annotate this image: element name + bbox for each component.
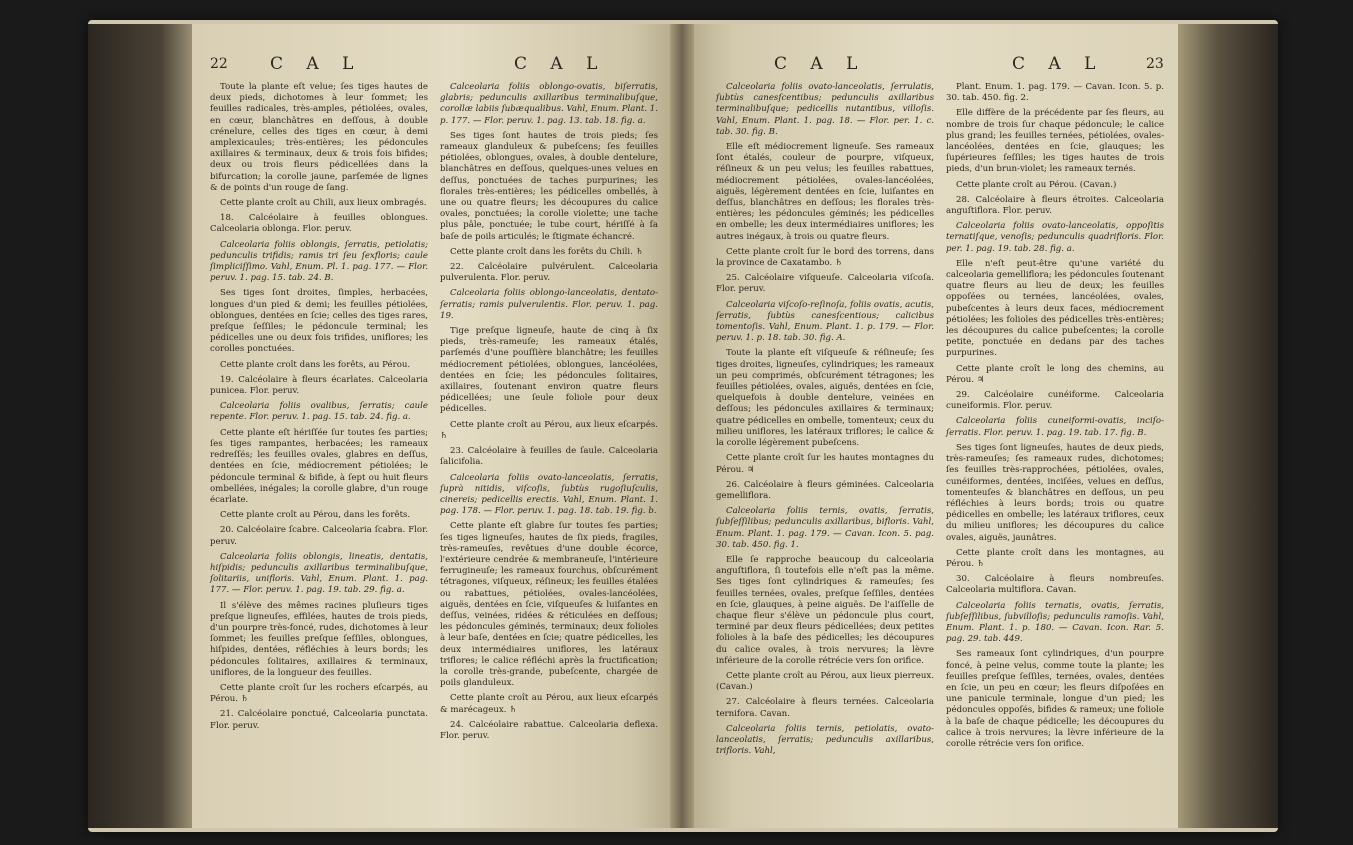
paragraph: 24. Calcéolaire rabattue. Calceolaria deflexa. Flor. peruv.	[440, 719, 658, 741]
paragraph: Toute la plante eſt velue; ſes tiges hautes de deux pieds, dichotomes à leur ſommet; les feuilles radicales, très-amples, pétiolées, ovales, en cœur, blanchâtres en deſſous, à double crénelure, celles des tiges en cœur, à demi amplexicaules; très-entières; les pédoncules axillaires & terminaux, deux & trois fois bifides; deux ou trois fleurs pédicellées dans la bifurcation; la corolle jaune, parſemée de lignes & de points d'un rouge de ſang.	[210, 82, 428, 193]
paragraph: Cette plante croît au Pérou, aux lieux eſcarpés. ♄	[440, 419, 658, 441]
paragraph: Cette plante croît le long des chemins, au Pérou. ♃	[946, 363, 1164, 385]
paragraph: Cette plante croît ſur les hautes montagnes du Pérou. ♃	[716, 453, 934, 475]
right-page	[694, 24, 1178, 828]
paragraph: Ses tiges ſont droites, ſimples, herbacées, longues d'un pied & demi; les feuilles pétiolées, oblongues, dentées en ſcie; celles des tiges rares, preſque ſeſſiles; le pédoncule terminal; les pédicelles une ou deux fois trifides, uniflores; les corolles ponctuées.	[210, 288, 428, 355]
left-column-2	[440, 82, 658, 746]
paragraph: Ses rameaux ſont cylindriques, d'un pourpre foncé, à peine velus, comme toute la plante; les feuilles preſque ſeſſiles, ternées, ovales, dentées en ſcie, un peu en cœur; les fleurs diſpoſées en une panicule terminale, longue d'un pied; les pédoncules oppoſés, bifides & rameux; une foliole à la baſe de chaque pédicelle; les découpures du calice à trois nervures; la lèvre inférieure de la corolle rétrécie vers ſon orifice.	[946, 649, 1164, 749]
paragraph: 22. Calcéolaire pulvérulent. Calceolaria pulverulenta. Flor. peruv.	[440, 262, 658, 284]
paragraph: Calceolaria foliis cuneiformi-ovatis, inciſo-ſerratis. Flor. peruv. 1. pag. 19. tab. 17. fig. B.	[946, 416, 1164, 438]
left-page-edges	[88, 24, 192, 828]
paragraph: Cette plante croît au Chili, aux lieux ombragés.	[220, 198, 427, 209]
paragraph: 29. Calcéolaire cunéiforme. Calceolaria cuneiformis. Flor. peruv.	[946, 390, 1164, 412]
paragraph: Cette plante eſt glabre ſur toutes ſes parties; ſes tiges ligneuſes, hautes de ſix pieds, fragiles, très-rameuſes, revêtues d'une double écorce, l'extérieure cendrée & membraneuſe, l'intérieure ferrugineuſe; les rameaux fourchus, obſcurément tétragones, viſqueux, réſineux; les feuilles étalées ou rabattues, pétiolées, ovales-lancéolées, aiguës, dentées en ſcie, viſqueuſes & luiſantes en deſſus, veinées, ridées & réticulées en deſſous; les pédoncules géminés, terminaux; deux folioles à leur baſe, dentées en ſcie; quatre pédicelles, les deux intermédiaires uniflores, les latéraux triflores; le calice réfléchi après la fructification; la corolle très-grande, pubeſcente, chargée de poils glanduleux.	[440, 521, 658, 689]
paragraph: Cette plante croît au Pérou. (Cavan.)	[956, 179, 1117, 190]
paragraph: Calceolaria foliis oblongis, ſerratis, petiolatis; pedunculis trifidis; ramis tri ſeu ſexfloris; caule ſimpliciſſimo. Vahl, Enum. Pl. 1. pag. 177. — Flor. peruv. 1. pag. 15. tab. 24. B.	[210, 239, 428, 284]
paragraph: Calceolaria foliis ternatis, ovatis, ſerratis, ſubſeſſilibus, ſubvilloſis; pedunculis ramoſis. Vahl, Enum. Plant. 1. p. 180. — Cavan. Icon. Rar. 5. pag. 29. tab. 449.	[946, 600, 1164, 645]
paragraph: Cette plante croît au Pérou, aux lieux eſcarpés & marécageux. ♄	[440, 693, 658, 715]
paragraph: 26. Calcéolaire à fleurs géminées. Calceolaria gemelliflora.	[716, 479, 934, 501]
book-gutter	[670, 24, 694, 828]
paragraph: 30. Calcéolaire à fleurs nombreuſes. Calceolaria multiflora. Cavan.	[946, 574, 1164, 596]
paragraph: 28. Calcéolaire à fleurs étroites. Calceolaria anguſtiflora. Flor. peruv.	[946, 194, 1164, 217]
paragraph: Calceolaria foliis ovato-lanceolatis, ſerratis, ſuprà nitidis, viſcoſis, ſubtùs rugoſiuſculis, cinereis; pedicellis erectis. Vahl, Enum. Plant. 1. pag. 178. — Flor. peruv. 1. pag. 18. tab. 19. fig. b.	[440, 472, 658, 517]
paragraph: Calceolaria foliis ovato-lanceolatis, ſerrulatis, ſubtùs canesſcentibus; pedunculis axillaribus terminalibuſque; pedicellis nutantibus, villoſis. Vahl, Enum. Plant. 1. pag. 18. — Flor. per. 1. c. tab. 30. fig. B.	[716, 82, 934, 137]
paragraph: 27. Calcéolaire à fleurs ternées. Calceolaria ternifora. Cavan.	[716, 697, 934, 719]
paragraph: Calceolaria foliis oblongo-lanceolatis, dentato-ſerratis; ramis pulverulentis. Flor. peruv. 1. pag. 19.	[440, 288, 658, 321]
paragraph: Cette plante croît dans les forêts du Chili. ♄	[450, 246, 644, 257]
paragraph: 21. Calcéolaire ponctué, Calceolaria punctata. Flor. peruv.	[210, 709, 428, 731]
paragraph: Calceolaria foliis ovato-lanceolatis, oppoſitis ternatiſque, venoſis; pedunculis quadrifloris. Flor. per. 1. pag. 19. tab. 28. fig. a.	[946, 221, 1164, 254]
left-column-1	[210, 82, 428, 736]
left-page	[192, 24, 670, 828]
left-header-title-1: C A L	[270, 54, 363, 74]
paragraph: Plant. Enum. 1. pag. 179. — Cavan. Icon. 5. p. 30. tab. 450. fig. 2.	[946, 82, 1164, 104]
left-header-title-2: C A L	[514, 54, 607, 74]
paragraph: Tige preſque ligneuſe, haute de cinq à ſix pieds, très-rameuſe; les rameaux étalés, parſemés d'une pouſſière blanchâtre; les feuilles médiocrement pétiolées, oblongues, lancéolées, dentées en ſcie; les pédoncules ſolitaires, axillaires, ſoutenant environ quatre fleurs pédicellées; une ſeule foliole pour deux pédicelles.	[440, 326, 658, 415]
right-column-2	[946, 82, 1164, 754]
paragraph: Cette plante croît au Pérou, dans les forêts.	[220, 510, 411, 521]
paragraph: Elle diffère de la précédente par ſes fleurs, au nombre de trois ſur chaque pédoncule; le calice plus grand; les feuilles ternées, pétiolées, ovales-lancéolées, dentées en ſcie, glauques; les ſupérieures ſeſſiles; les tiges hautes de trois pieds, d'un brun-violet; les rameaux ternés.	[946, 108, 1164, 175]
paragraph: Calceolaria foliis ternis, ovatis, ſerratis, ſubſeſſilibus; pedunculis axillaribus, bifloris. Vahl, Enum. Plant. 1. pag. 179. — Cavan. Icon. 5. pag. 30. tab. 450. fig. 1.	[716, 506, 934, 550]
paragraph: Cette plante croît dans les forêts, au Pérou.	[220, 359, 411, 370]
paragraph: Cette plante croît ſur le bord des torrens, dans la province de Caxatambo. ♄	[716, 246, 934, 269]
paragraph: 25. Calcéolaire viſqueuſe. Calceolaria viſcoſa. Flor. peruv.	[716, 273, 934, 295]
open-book	[88, 20, 1278, 832]
left-page-header	[192, 54, 670, 74]
right-page-header	[694, 54, 1178, 74]
paragraph: 18. Calcéolaire à feuilles oblongues. Calceolaria oblonga. Flor. peruv.	[210, 213, 428, 235]
paragraph: Elle ſe rapproche beaucoup du calceolaria anguſtiflora, ſi toutefois elle n'eſt pas la même. Ses tiges ſont cylindriques & rameuſes; ſes feuilles ternées, ovales, preſque ſeſſiles, dentées en ſcie, glauques, à peine aiguës. De l'aiſſelle de chaque fleur s'élève un pédoncule plus court, terminé par deux fleurs pédicellées; deux petites folioles à la baſe des pédicelles; les découpures du calice ovales, à trois nervures; la lèvre inférieure de la corolle rétrécie vers ſon orifice.	[716, 554, 934, 666]
paragraph: 19. Calcéolaire à fleurs écarlates. Calceolaria punicea. Flor. peruv.	[210, 374, 428, 397]
paragraph: Calceolaria viſcoſo-reſinoſa, foliis ovatis, acutis, ſerratis, ſubtùs canesſcentious; calicibus tomentoſis. Vahl, Enum. Plant. 1. p. 179. — Flor. peruv. 1. p. 18. tab. 30. fig. A.	[716, 299, 934, 344]
paragraph: Cette plante croît au Pérou, aux lieux pierreux. (Cavan.)	[716, 670, 934, 693]
paragraph: Cette plante croît dans les montagnes, au Pérou. ♄	[946, 547, 1164, 569]
right-page-number: 23	[1146, 56, 1164, 72]
paragraph: Il s'élève des mêmes racines pluſieurs tiges preſque ligneuſes, effilées, hautes de trois pieds, d'un pourpre très-foncé, rudes, dichotomes à leur ſommet; les feuilles preſque ſeſſiles, oblongues, hiſpides, dentées, réfléchies à leurs bords; les pédoncules ſolitaires, axillaires & terminaux, uniflores, de la longueur des feuilles.	[210, 600, 428, 678]
right-header-title-2: C A L	[1012, 54, 1105, 74]
paragraph: Calceolaria foliis oblongis, lineatis, dentatis, hiſpidis; pedunculis axillaribus terminalibuſque, ſolitariis, unifloris. Vahl, Enum. Plant. 1. pag. 177. — Flor. peruv. 1. pag. 19. tab. 29. fig. a.	[210, 551, 428, 596]
right-header-title-1: C A L	[774, 54, 867, 74]
left-page-number: 22	[210, 56, 228, 72]
paragraph: Elle eſt médiocrement ligneuſe. Ses rameaux ſont étalés, couleur de pourpre, viſqueux, réſineux & un peu velus; les feuilles rabattues, médiocrement pétiolées, ovales-lancéolées, aiguës, légèrement dentées en ſcie, luiſantes en deſſus, blanchâtres en deſſous; les florales très-entières; les pédoncules géminés; les pédicelles en ombelle; les deux intermédiaires uniflores; les autres inégaux, à trois ou quatre fleurs.	[716, 142, 934, 242]
paragraph: Ses tiges ſont ligneuſes, hautes de deux pieds, très-rameuſes; ſes rameaux rudes, dichotomes; ſes feuilles très-rapprochées, pétiolées, ovales, cunéiformes, dentées, inciſées, velues en deſſus, tomenteuſes & blanchâtres en deſſous, un peu réfléchies à leurs bords; trois ou quatre pédicelles en ombelle; les latéraux triflores, ceux du milieu uniflores; les découpures du calice ovales, aiguës, jaunâtres.	[946, 442, 1164, 543]
paragraph: 23. Calcéolaire à feuilles de ſaule. Calceolaria ſalicifolia.	[440, 446, 658, 468]
paragraph: Toute la plante eſt viſqueuſe & réſineuſe; ſes tiges droites, ligneuſes, cylindriques; les rameaux un peu comprimés, obſcurément tétragones; les feuilles pétiolées, ovales, aiguës, dentées en ſcie, quelquefois à double dentelure, veinées en deſſous; les pédoncules axillaires & terminaux; quatre pédicelles en ombelle, tomenteux; ceux du milieu uniflores, les latéraux triflores; le calice & la corolle légèrement pubeſcens.	[716, 348, 934, 449]
paragraph: Cette plante eſt hériſſée ſur toutes ſes parties; ſes tiges rampantes, herbacées; les rameaux redreſſés; les feuilles ovales, glabres en deſſus, dentées en ſcie, médiocrement pétiolées; le pédoncule terminal & bifide, à ſept ou huit fleurs ombellées, inégales; la corolle glabre, d'un rouge écarlate.	[210, 427, 428, 505]
paragraph: Calceolaria foliis ternis, petiolatis, ovato-lanceolatis, ſerratis; pedunculis axillaribus, trifloris. Vahl,	[716, 723, 934, 757]
paragraph: Cette plante croît ſur les rochers eſcarpés, au Pérou. ♄	[210, 682, 428, 705]
paragraph: 20. Calcéolaire ſcabre. Calceolaria ſcabra. Flor. peruv.	[210, 525, 428, 547]
paragraph: Ses tiges ſont hautes de trois pieds; ſes rameaux glanduleux & pubeſcens; ſes feuilles pétiolées, oblongues, ovales, à double dentelure, blanchâtres en deſſous, quelques-unes velues en deſſus, ponctuées de taches purpurines; les florales très-entières; les pédicelles ombellés, à une ou quatre fleurs; les découpures du calice ovales, ponctuées; la corolle violette; une tache plus pâle, ponctuée; le tube court, hériſſé à ſa baſe de poils articulés; le ſtigmate échancré.	[440, 130, 658, 242]
paragraph: Calceolaria foliis oblongo-ovatis, biſerratis, glabris; pedunculis axillaribus terminalibuſque, corollæ labiis ſubæqualibus. Vahl, Enum. Plant. 1. p. 177. — Flor. peruv. 1. pag. 13. tab. 18. fig. a.	[440, 82, 658, 126]
right-column-1	[716, 82, 934, 761]
paragraph: Elle n'eſt peut-être qu'une variété du calceolaria gemelliflora; les pédoncules ſoutenant quatre fleurs au lieu de deux; les feuilles oppoſées ou ternées, lancéolées, ovales, pubeſcentes à leurs deux faces, médiocrement pétiolées; les folioles des pédicelles très-entières; les découpures du calice pubeſcentes; la corolle petite, ponctuée en dedans par des taches purpurines.	[946, 258, 1164, 359]
right-page-edges	[1178, 24, 1278, 828]
paragraph: Calceolaria foliis ovalibus, ſerratis; caule repente. Flor. peruv. 1. pag. 15. tab. 24. fig. a.	[210, 401, 428, 423]
